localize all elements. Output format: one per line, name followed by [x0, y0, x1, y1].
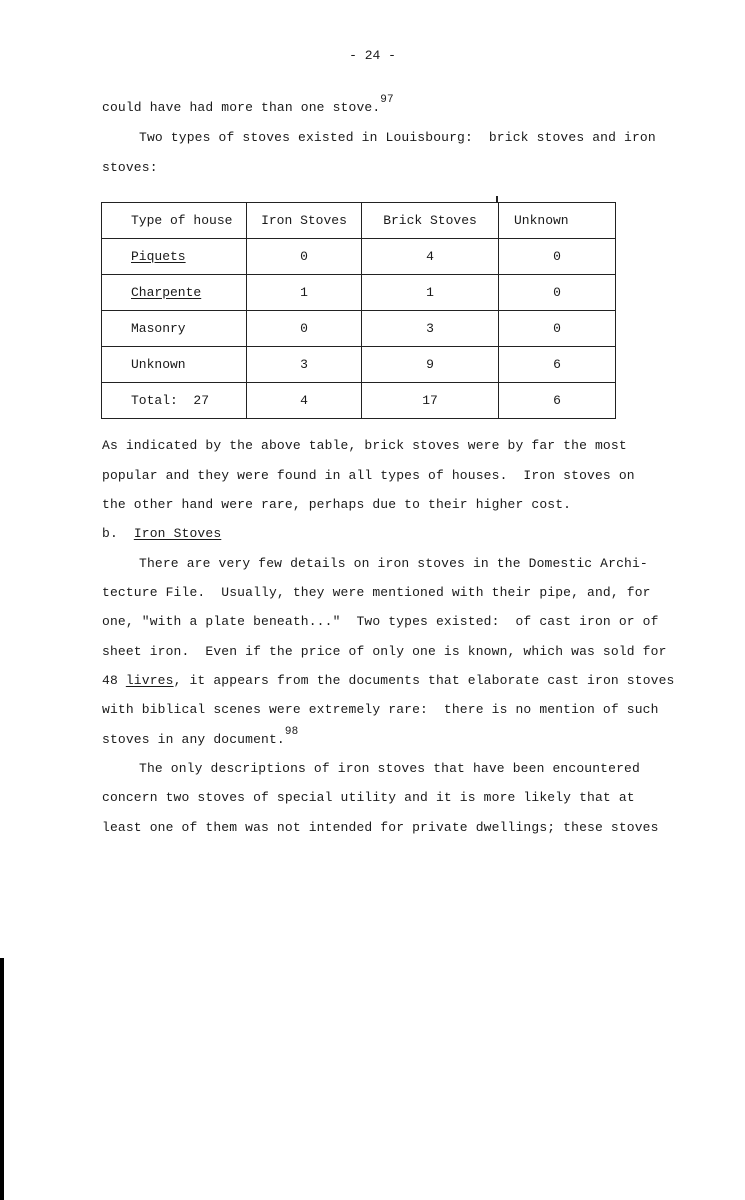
text: 48	[102, 673, 126, 688]
cell: 6	[499, 383, 616, 419]
table-row	[102, 239, 616, 275]
text: could have had more than one stove.	[102, 100, 381, 115]
section-heading	[102, 526, 221, 541]
cell: 0	[247, 311, 362, 347]
section-letter: b.	[102, 526, 118, 541]
row-label: Unknown	[102, 347, 247, 383]
table-row	[102, 311, 616, 347]
text: , it appears from the documents that elaborate cast iron stoves	[173, 673, 675, 688]
cell: 3	[247, 347, 362, 383]
text-line: least one of them was not intended for private dwellings; these stoves	[102, 820, 659, 835]
row-label: Charpente	[131, 285, 202, 300]
text-line	[102, 94, 394, 115]
cell: 0	[499, 239, 616, 275]
text-line	[102, 673, 675, 688]
stoves-table	[101, 202, 616, 419]
row-label-cell	[102, 239, 247, 275]
text-line: with biblical scenes were extremely rare: there is no mention of such	[102, 702, 659, 717]
text: stoves in any document.	[102, 732, 285, 747]
text-line: sheet iron. Even if the price of only one is known, which was sold for	[102, 644, 667, 659]
row-label: Piquets	[131, 249, 186, 264]
text-line: concern two stoves of special utility and it is more likely that at	[102, 790, 635, 805]
text-line: Two types of stoves existed in Louisbourg: brick stoves and iron	[139, 130, 656, 145]
header-cell: Type of house	[102, 203, 247, 239]
text-line: tecture File. Usually, they were mentioned with their pipe, and, for	[102, 585, 651, 600]
scan-edge-shadow	[0, 958, 4, 1200]
emphasis: livres	[125, 673, 174, 688]
cell: 0	[499, 311, 616, 347]
header-cell: Iron Stoves	[247, 203, 362, 239]
footnote-ref: 98	[284, 726, 299, 738]
text-line: popular and they were found in all types of houses. Iron stoves on	[102, 468, 635, 483]
table-row	[102, 275, 616, 311]
page-number: - 24 -	[349, 48, 396, 63]
cell: 0	[247, 239, 362, 275]
section-title: Iron Stoves	[133, 526, 222, 541]
header-cell: Brick Stoves	[362, 203, 499, 239]
table-row	[102, 347, 616, 383]
cell: 6	[499, 347, 616, 383]
header-cell: Unknown	[499, 203, 616, 239]
row-label: Total: 27	[102, 383, 247, 419]
cell: 0	[499, 275, 616, 311]
cell: 1	[247, 275, 362, 311]
text-line: As indicated by the above table, brick stoves were by far the most	[102, 438, 627, 453]
row-label-cell	[102, 275, 247, 311]
text-line: The only descriptions of iron stoves that have been encountered	[139, 761, 640, 776]
cell: 3	[362, 311, 499, 347]
text-line: stoves:	[102, 160, 158, 175]
row-label: Masonry	[102, 311, 247, 347]
cell: 17	[362, 383, 499, 419]
text-line	[102, 726, 299, 747]
cell: 9	[362, 347, 499, 383]
cell: 4	[247, 383, 362, 419]
text-line: the other hand were rare, perhaps due to their higher cost.	[102, 497, 572, 512]
cell: 4	[362, 239, 499, 275]
footnote-ref: 97	[380, 94, 394, 106]
table-header-row	[102, 203, 616, 239]
text-line: There are very few details on iron stoves in the Domestic Archi-	[139, 556, 648, 571]
cell: 1	[362, 275, 499, 311]
text-line: one, "with a plate beneath..." Two types existed: of cast iron or of	[102, 614, 659, 629]
table-total-row	[102, 383, 616, 419]
